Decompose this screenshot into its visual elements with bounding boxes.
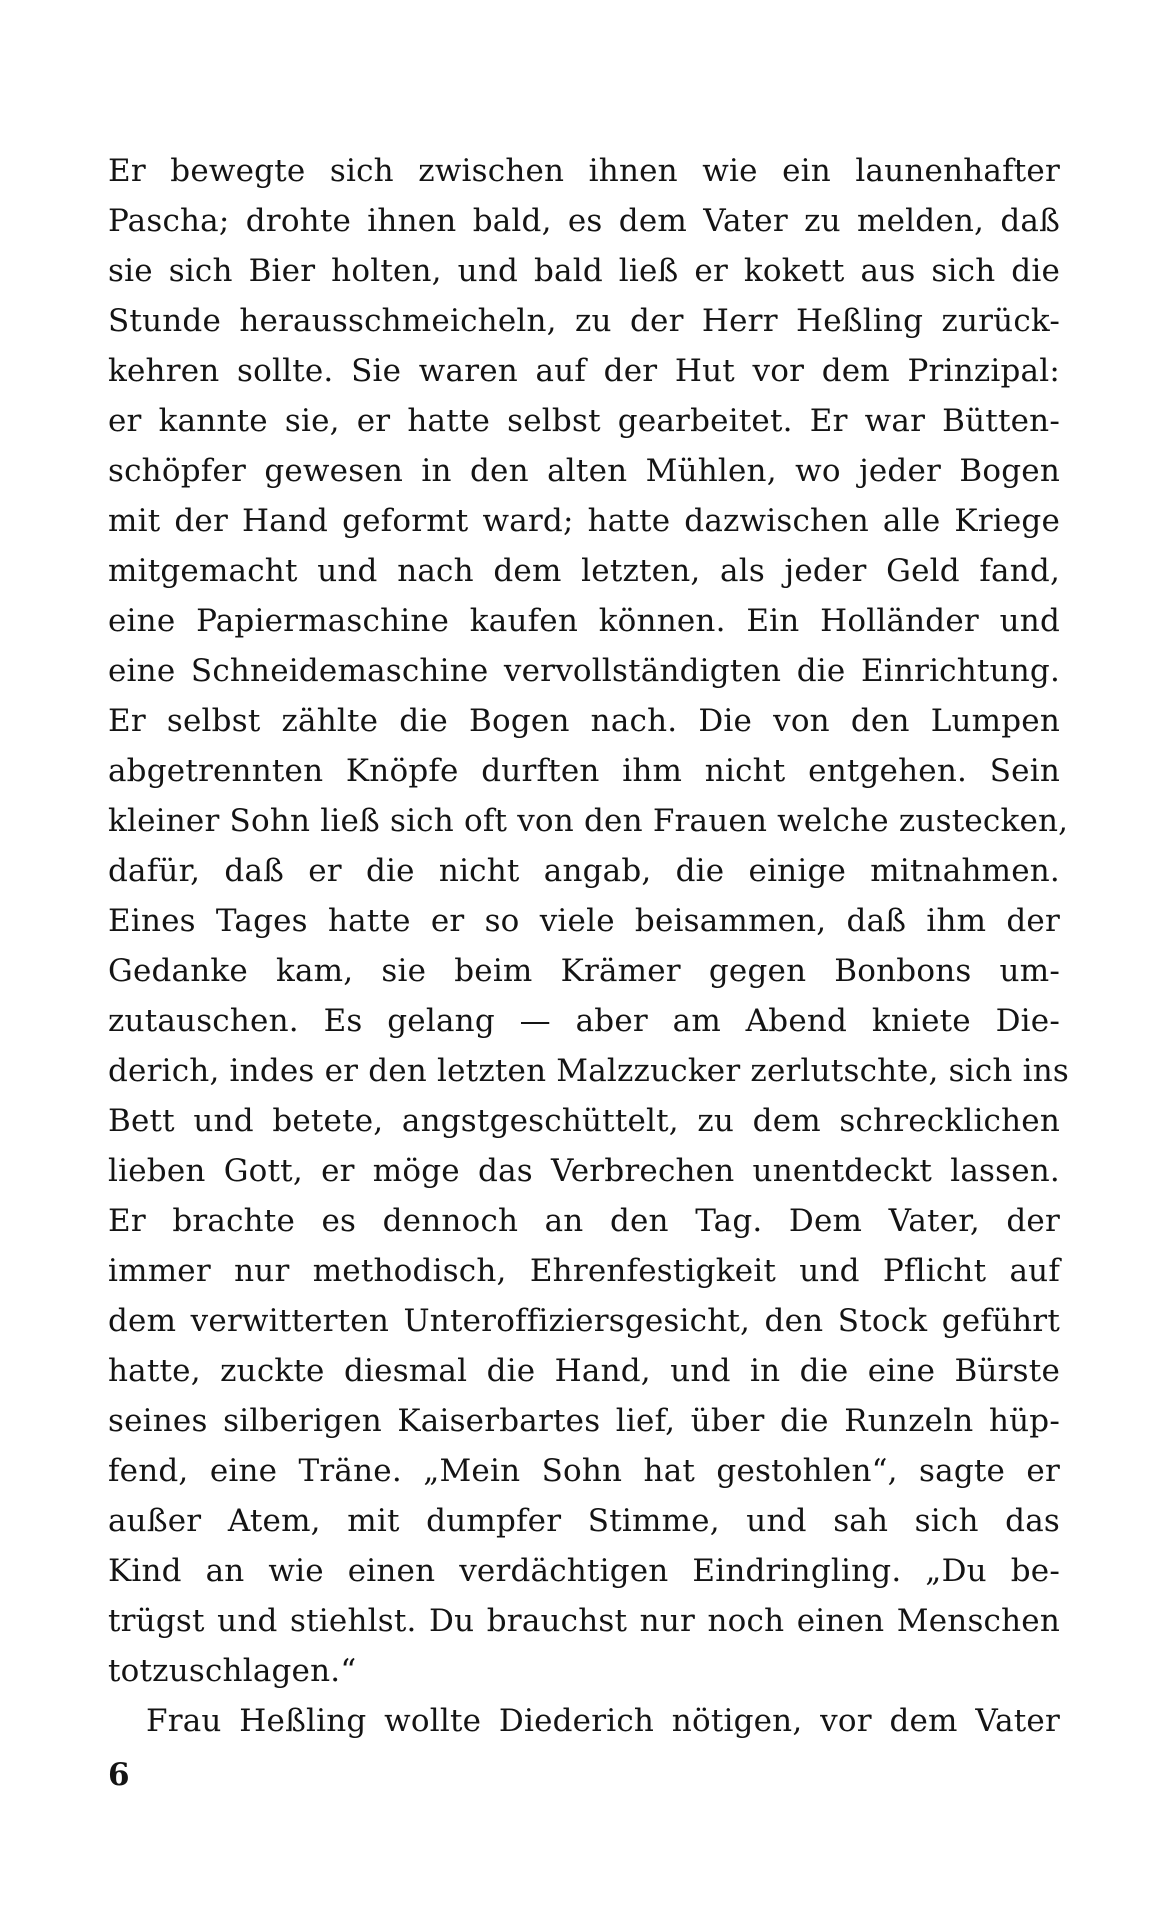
text-line: derich, indes er den letzten Malzzucker zerlutschte, sich ins: [108, 1053, 1069, 1089]
text-line: dem verwitterten Unteroffiziersgesicht, den Stock geführt: [108, 1303, 1060, 1339]
text-line: sie sich Bier holten, und bald ließ er kokett aus sich die: [108, 253, 1060, 289]
text-line: kleiner Sohn ließ sich oft von den Frauen welche zustecken,: [108, 803, 1069, 839]
text-line: immer nur methodisch, Ehrenfestigkeit und Pflicht auf: [108, 1253, 1060, 1289]
text-line: Er brachte es dennoch an den Tag. Dem Vater, der: [108, 1203, 1060, 1239]
text-line: kehren sollte. Sie waren auf der Hut vor dem Prinzipal:: [108, 353, 1060, 389]
text-line: Pascha; drohte ihnen bald, es dem Vater zu melden, daß: [108, 203, 1060, 239]
text-line: dafür, daß er die nicht angab, die einige mitnahmen.: [108, 853, 1060, 889]
body-text: [108, 146, 1069, 1746]
paragraph-1: [108, 146, 1069, 1696]
text-line: schöpfer gewesen in den alten Mühlen, wo jeder Bogen: [108, 453, 1060, 489]
text-line: außer Atem, mit dumpfer Stimme, und sah sich das: [108, 1503, 1060, 1539]
text-line: eine Schneidemaschine vervollständigten die Einrichtung.: [108, 653, 1060, 689]
paragraph-2: [108, 1696, 1060, 1746]
text-line: seines silberigen Kaiserbartes lief, über die Runzeln hüp-: [108, 1403, 1060, 1439]
text-line: zutauschen. Es gelang — aber am Abend kniete Die-: [108, 1003, 1060, 1039]
text-line: Kind an wie einen verdächtigen Eindringling. „Du be-: [108, 1553, 1060, 1589]
text-line: Frau Heßling wollte Diederich nötigen, vor dem Vater: [146, 1703, 1060, 1739]
text-line: mitgemacht und nach dem letzten, als jeder Geld fand,: [108, 553, 1060, 589]
text-line: hatte, zuckte diesmal die Hand, und in die eine Bürste: [108, 1353, 1060, 1389]
text-line: fend, eine Träne. „Mein Sohn hat gestohlen“, sagte er: [108, 1453, 1060, 1489]
text-line: Bett und betete, angstgeschüttelt, zu dem schrecklichen: [108, 1103, 1060, 1139]
text-line: er kannte sie, er hatte selbst gearbeitet. Er war Bütten-: [108, 403, 1060, 439]
text-line: mit der Hand geformt ward; hatte dazwischen alle Kriege: [108, 503, 1060, 539]
page-number: 6: [108, 1757, 130, 1793]
text-line: abgetrennten Knöpfe durften ihm nicht entgehen. Sein: [108, 753, 1060, 789]
text-line: Er selbst zählte die Bogen nach. Die von den Lumpen: [108, 703, 1060, 739]
text-line: trügst und stiehlst. Du brauchst nur noch einen Menschen: [108, 1603, 1060, 1639]
text-line: Er bewegte sich zwischen ihnen wie ein launenhafter: [108, 153, 1060, 189]
text-line: totzuschlagen.“: [108, 1653, 357, 1689]
text-line: lieben Gott, er möge das Verbrechen unentdeckt lassen.: [108, 1153, 1060, 1189]
text-line: Eines Tages hatte er so viele beisammen, daß ihm der: [108, 903, 1060, 939]
text-line: eine Papiermaschine kaufen können. Ein Holländer und: [108, 603, 1060, 639]
text-line: Gedanke kam, sie beim Krämer gegen Bonbons um-: [108, 953, 1060, 989]
text-line: Stunde herausschmeicheln, zu der Herr Heßling zurück-: [108, 303, 1060, 339]
